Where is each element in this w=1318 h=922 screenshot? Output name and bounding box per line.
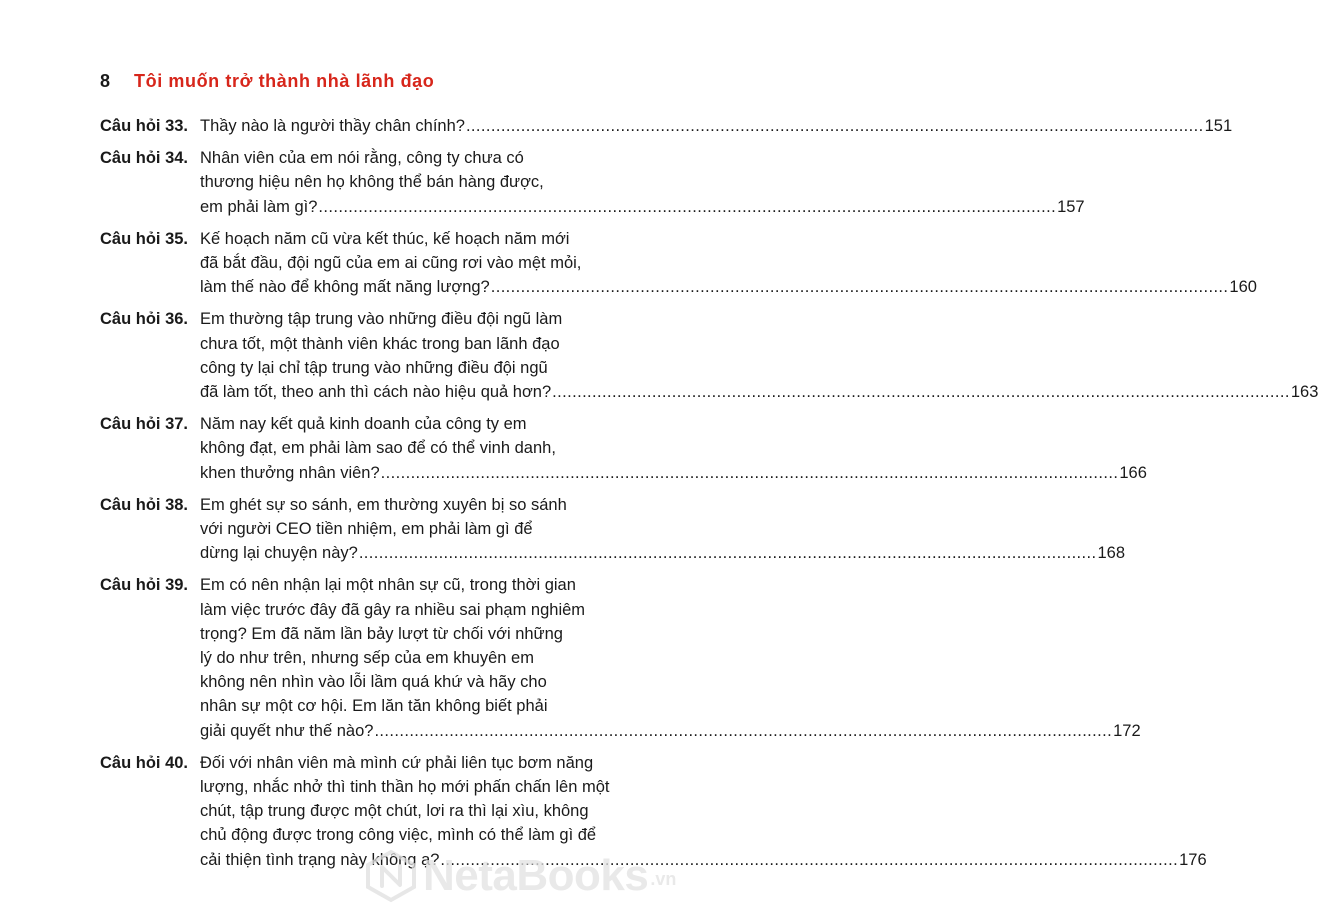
question-line: Đối với nhân viên mà mình cứ phải liên tục bơm năng	[200, 753, 594, 772]
question-line: Kế hoạch năm cũ vừa kết thúc, kế hoạch năm mới	[200, 229, 570, 248]
dot-leader	[491, 275, 1229, 299]
question-line: chút, tập trung được một chút, lơi ra thì lại xìu, không	[200, 802, 589, 821]
page-reference: 176	[1179, 850, 1207, 869]
dot-leader	[466, 114, 1204, 138]
dot-leader	[374, 719, 1112, 743]
question-last-line	[200, 275, 1257, 299]
question-text	[200, 114, 1232, 138]
question-text	[200, 227, 1257, 300]
page-reference: 172	[1113, 721, 1141, 740]
question-line: chủ động được trong công việc, mình có thể làm gì để	[200, 826, 597, 845]
netabooks-logo-icon	[365, 850, 417, 902]
question-last-line	[200, 195, 1085, 219]
question-line: thương hiệu nên họ không thể bán hàng được,	[200, 173, 544, 192]
question-line: giải quyết như thế nào?	[200, 721, 374, 740]
dot-leader	[552, 380, 1290, 404]
watermark	[365, 850, 676, 902]
question-line: Thầy nào là người thầy chân chính?	[200, 117, 465, 135]
question-line: nhân sự một cơ hội. Em lăn tăn không biết phải	[200, 697, 548, 716]
question-line: Em có nên nhận lại một nhân sự cũ, trong thời gian	[200, 576, 576, 595]
page-reference: 166	[1119, 463, 1147, 482]
question-label: Câu hỏi 40.	[100, 753, 189, 772]
question-line: trọng? Em đã năm lần bảy lượt từ chối với những	[200, 624, 563, 643]
question-text	[200, 146, 1085, 219]
page-header	[100, 71, 434, 92]
page-reference: 160	[1229, 278, 1257, 297]
question-line: Em thường tập trung vào những điều đội ngũ làm	[200, 310, 563, 329]
question-text	[200, 307, 1318, 404]
question-line: công ty lại chỉ tập trung vào những điều đội ngũ	[200, 358, 548, 377]
toc-entry	[100, 146, 1085, 219]
question-text	[200, 412, 1147, 485]
question-line: đã bắt đầu, đội ngũ của em ai cũng rơi vào mệt mỏi,	[200, 254, 582, 273]
question-label: Câu hỏi 39.	[100, 576, 189, 595]
toc-entry	[100, 493, 1126, 566]
page-reference: 163	[1290, 383, 1318, 402]
running-title: Tôi muốn trở thành nhà lãnh đạo	[134, 71, 435, 91]
watermark-suffix: .vn	[650, 869, 677, 889]
page-reference: 151	[1204, 117, 1233, 135]
question-label: Câu hỏi 37.	[100, 415, 189, 434]
question-last-line	[200, 848, 1207, 872]
question-line: lý do như trên, nhưng sếp của em khuyên em	[200, 649, 534, 668]
question-line: làm thế nào để không mất năng lượng?	[200, 278, 490, 297]
question-line: dừng lại chuyện này?	[200, 544, 358, 563]
question-label: Câu hỏi 34.	[100, 149, 189, 168]
question-text	[200, 751, 1207, 872]
question-line: Năm nay kết quả kinh doanh của công ty em	[200, 415, 527, 434]
question-line: Em ghét sự so sánh, em thường xuyên bị so sánh	[200, 495, 567, 514]
question-last-line	[200, 719, 1141, 743]
question-label: Câu hỏi 38.	[100, 495, 189, 514]
question-line: đã làm tốt, theo anh thì cách nào hiệu quả hơn?	[200, 383, 552, 402]
question-line: không nên nhìn vào lỗi lầm quá khứ và hãy cho	[200, 673, 547, 692]
toc-entry	[100, 114, 1233, 138]
dot-leader	[359, 541, 1097, 565]
toc-entry	[100, 227, 1257, 300]
question-last-line	[200, 461, 1147, 485]
page-reference: 168	[1097, 544, 1126, 563]
question-line: chưa tốt, một thành viên khác trong ban lãnh đạo	[200, 334, 560, 353]
question-last-line	[200, 541, 1125, 565]
question-text	[200, 573, 1141, 742]
question-line: không đạt, em phải làm sao để có thể vinh danh,	[200, 439, 556, 458]
toc-entry	[100, 412, 1147, 485]
question-line: cải thiện tình trạng này không ạ?	[200, 850, 440, 869]
question-line: lượng, nhắc nhở thì tinh thần họ mới phấn chấn lên một	[200, 778, 610, 797]
page-reference: 157	[1057, 197, 1085, 216]
question-line: Nhân viên của em nói rằng, công ty chưa có	[200, 149, 524, 168]
toc-entry	[100, 307, 1318, 404]
question-line: làm việc trước đây đã gây ra nhiều sai phạm nghiêm	[200, 600, 586, 619]
question-line: với người CEO tiền nhiệm, em phải làm gì để	[200, 520, 533, 539]
question-label: Câu hỏi 33.	[100, 117, 189, 135]
question-text	[200, 493, 1125, 566]
watermark-brand: NetaBooks	[423, 851, 649, 900]
dot-leader	[318, 195, 1056, 219]
question-label: Câu hỏi 35.	[100, 229, 189, 248]
question-line: em phải làm gì?	[200, 197, 318, 216]
dot-leader	[381, 461, 1119, 485]
page-number: 8	[100, 71, 111, 91]
toc-entry	[100, 573, 1141, 742]
question-last-line	[200, 380, 1318, 404]
question-label: Câu hỏi 36.	[100, 310, 189, 329]
question-last-line	[200, 114, 1232, 138]
question-line: khen thưởng nhân viên?	[200, 463, 380, 482]
